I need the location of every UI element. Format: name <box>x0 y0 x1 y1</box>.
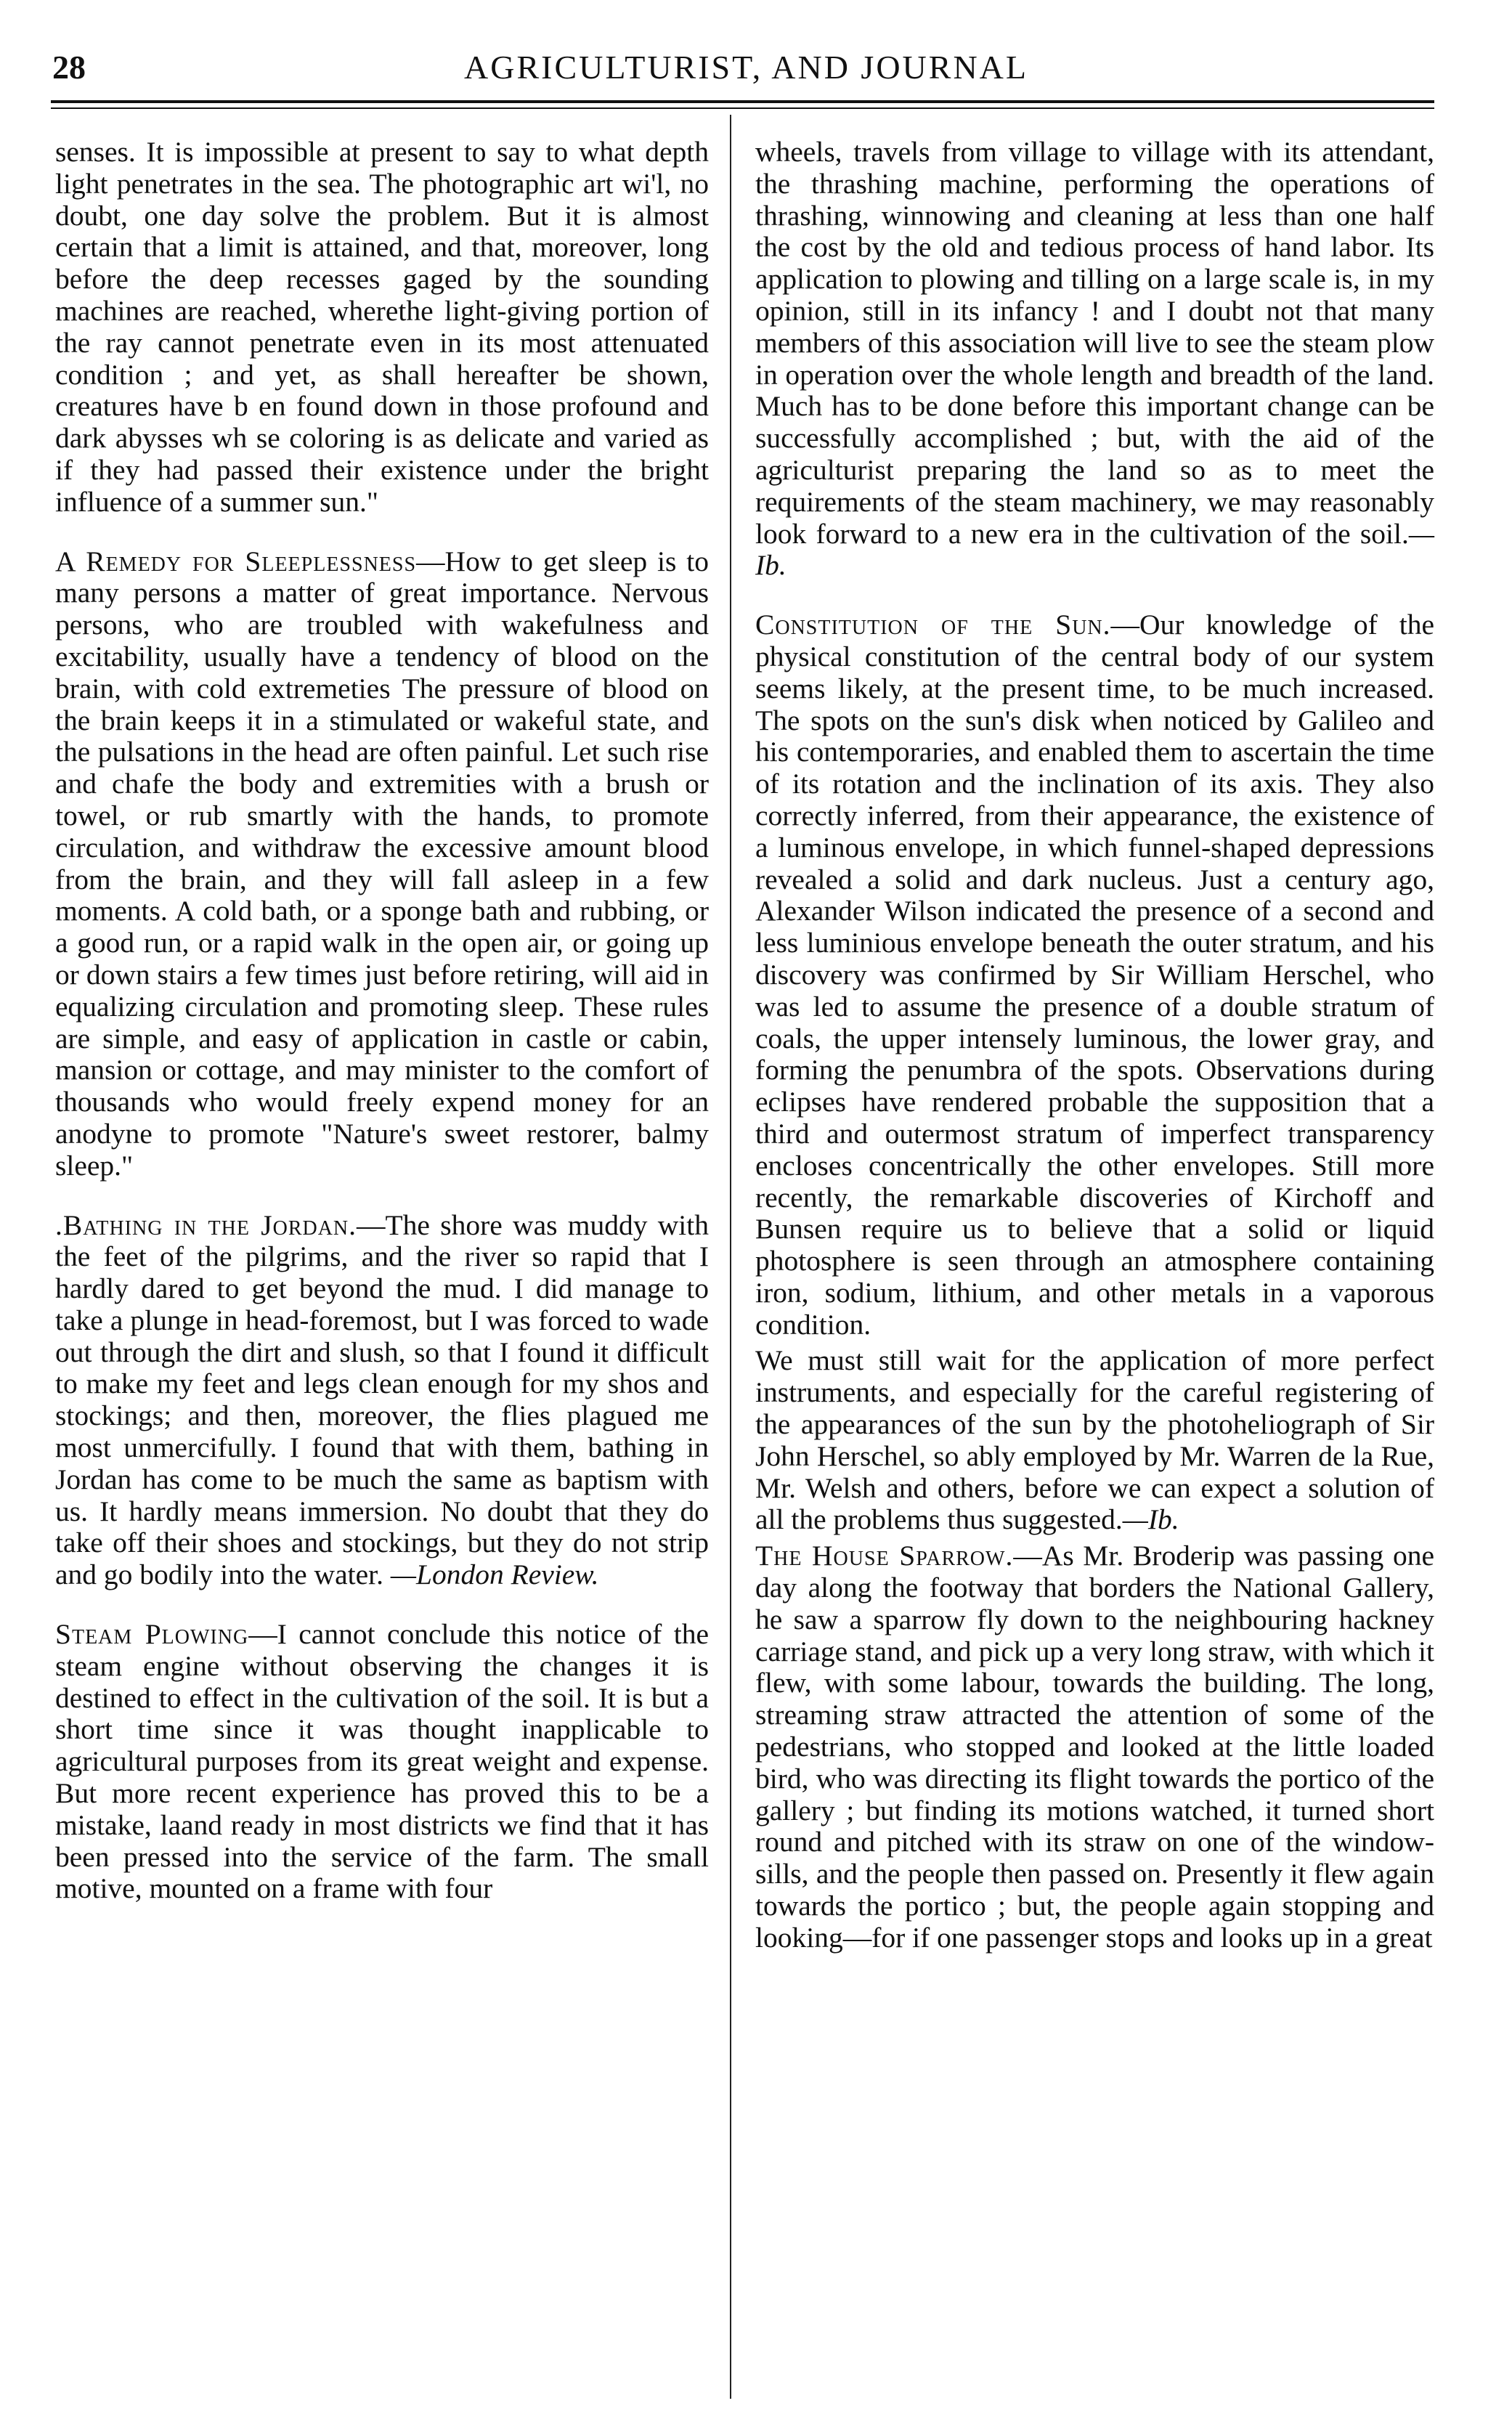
jordan-source: —London Review. <box>390 1558 599 1591</box>
header-rule-thin <box>51 107 1434 109</box>
steam-source: —Ib. <box>755 517 1434 582</box>
sun-heading: Constitution of the Sun. <box>755 609 1111 641</box>
article-steam-plowing-continued <box>755 137 1434 582</box>
left-column <box>55 137 709 2399</box>
article-steam-plowing <box>55 1619 709 1905</box>
page-header <box>36 42 1456 100</box>
header-rule-thick <box>51 100 1434 103</box>
article-bathing-jordan <box>55 1210 709 1592</box>
sparrow-body: —As Mr. Broderip was passing one day along the footway that borders the National Gallery, he saw a sparrow fly down to the neighbouring hackney carriage stand, and pick up a very long straw, with which it flew, with some labour, towards the building. The long, streaming straw attracted the attention of some of the pedestrians, who stopped and looked at the little loaded bird, who was directing its flight towards the portico of the gallery ; but finding its motions watched, it turned short round and pitched with its straw on one of the window-sills, and the people then passed on. Presently it flew again towards the portico ; but, the people again stopping and looking—for if one passenger stops and looks up in a great <box>755 1540 1434 1954</box>
article-constitution-sun <box>755 609 1434 1341</box>
steam-cont-body: wheels, travels from village to village with its attendant, the thrashing machine, performing the operations of thrashing, winnowing and cleaning at less than one half the cost by the old and tedious process of hand labor. Its application to plowing and tilling on a large scale is, in my opinion, still in its infancy ! and I doubt not that many members of this association will live to see the steam plow in operation over the whole length and breadth of the land. Much has to be done before this important change can be successfully accomplished ; but, with the aid of the agriculturist preparing the land so as to meet the requirements of the steam machinery, we may reasonably look forward to a new era in the cultivation of the soil. <box>755 136 1434 550</box>
page-number: 28 <box>52 49 86 86</box>
article-house-sparrow <box>755 1540 1434 1954</box>
article-remedy-sleeplessness <box>55 546 709 1182</box>
column-divider <box>730 115 731 2399</box>
article-constitution-sun-2 <box>755 1345 1434 1536</box>
steam-body: —I cannot conclude this notice of the steam engine without observing the changes it is destined to effect in the cultivation of the soil. It is but a short time since it was thought inapplicable to agricultural purposes from its great weight and expense. But more recent experience has proved this to be a mistake, laand ready in most districts we find that it has been pressed into the service of the farm. The small motive, mounted on a frame with four <box>55 1618 709 1905</box>
steam-heading: Steam Plowing <box>55 1618 249 1651</box>
sun-body-2: We must still wait for the application of more perfect instruments, and especially for the careful registering of the appearances of the sun by the photoheliograph of Sir John Herschel, so ably employed by Mr. Warren de la Rue, Mr. Welsh and others, before we can expect a solution of all the problems thus suggested. <box>755 1344 1434 1536</box>
jordan-heading: .Bathing in the Jordan. <box>55 1208 357 1241</box>
right-column <box>755 137 1434 2399</box>
jordan-body: —The shore was muddy with the feet of the pilgrims, and the river so rapid that I hardly dared to get beyond the mud. I did manage to take a plunge in head-foremost, but I was forced to wade out through the dirt and slush, so that I found it difficult to make my feet and legs clean enough for my shos and stockings; and then, moreover, the flies plagued me most unmercifully. I found that with them, bathing in Jordan has come to be much the same as baptism with us. It hardly means immersion. No doubt that they do take off their shoes and stockings, but they do not strip and go bodily into the water. <box>55 1208 709 1591</box>
sparrow-heading: The House Sparrow. <box>755 1540 1014 1572</box>
remedy-body: —How to get sleep is to many persons a matter of great importance. Nervous persons, who are troubled with wakefulness and excitability, usually have a tendency of blood on the brain, with cold extremeties The pressure of blood on the brain keeps it in a stimulated or wakeful state, and the pulsations in the head are often painful. Let such rise and chafe the body and extremities with a brush or towel, or rub smartly with the hands, to promote circulation, and withdraw the excessive amount blood from the brain, and they will fall asleep in a few moments. A cold bath, or a sponge bath and rubbing, or a good run, or a rapid walk in the open air, or going up or down stairs a few times just before retiring, will aid in equalizing circulation and promoting sleep. These rules are simple, and easy of application in castle or cabin, mansion or cottage, and may minister to the comfort of thousands who would freely expend money for an anodyne to promote "Nature's sweet restorer, balmy sleep." <box>55 545 709 1182</box>
article-deep-sea-continued: senses. It is impossible at present to say to what depth light penetrates in the sea. The photographic art wi'l, no doubt, one day solve the problem. But it is almost certain that a limit is attained, and that, moreover, long before the deep recesses gaged by the sounding machines are reached, wherethe light-giving portion of the ray cannot penetrate even in its most attenuated condition ; and yet, as shall hereafter be shown, creatures have b en found down in those profound and dark abysses wh se coloring is as delicate and varied as if they had passed their existence under the bright influence of a summer sun." <box>55 136 709 518</box>
running-head-title: AGRICULTURIST, AND JOURNAL <box>464 49 1028 86</box>
sun-source: —Ib. <box>1122 1503 1179 1536</box>
remedy-heading: A Remedy for Sleeplessness <box>55 545 417 577</box>
sun-body: —Our knowledge of the physical constitution of the central body of our system seems likely, at the present time, to be much increased. The spots on the sun's disk when noticed by Galileo and his contemporaries, and enabled them to ascertain the time of its rotation and the inclination of its axis. They also correctly inferred, from their appearance, the existence of a luminous envelope, in which funnel-shaped depressions revealed a solid and dark nucleus. Just a century ago, Alexander Wilson indicated the presence of a second and less luminious envelope beneath the outer stratum, and his discovery was confirmed by Sir William Herschel, who was led to assume the presence of a double stratum of coals, the upper intensely luminous, the lower gray, and forming the penumbra of the spots. Observations during eclipses have rendered probable the supposition that a third and outermost stratum of imperfect transparency encloses concentrically the other envelopes. Still more recently, the remarkable discoveries of Kirchoff and Bunsen require us to believe that a solid or liquid photosphere is seen through an atmosphere containing iron, sodium, lithium, and other metals in a vaporous condition. <box>755 609 1434 1341</box>
